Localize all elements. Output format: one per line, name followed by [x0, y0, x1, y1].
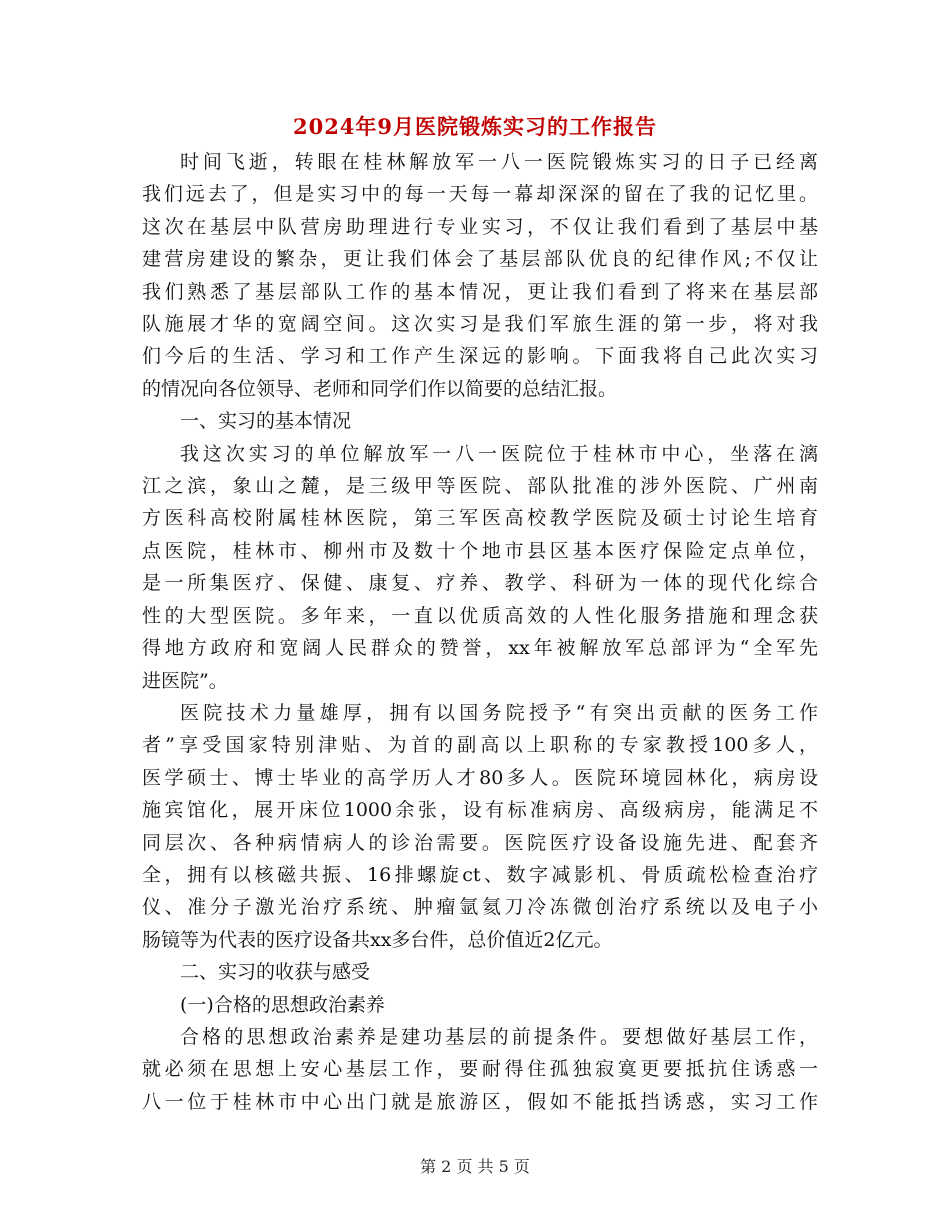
text-line: 二、实习的收获与感受 [180, 961, 371, 984]
text-line: 我们远去了，但是实习中的每一天每一幕却深深的留在了我的记忆里。 [142, 183, 818, 206]
text-line: 得地方政府和宽阔人民群众的赞誉，xx年被解放军总部评为“全军先 [142, 637, 818, 660]
text-line: 者”享受国家特别津贴、为首的副高以上职称的专家教授100多人， [142, 734, 818, 757]
text-line: (一)合格的思想政治素养 [180, 993, 385, 1016]
document-body [142, 146, 818, 1118]
text-line: 八一位于桂林市中心出门就是旅游区，假如不能抵挡诱惑，实习工作 [142, 1090, 818, 1113]
document-title: 2024年9月医院锻炼实习的工作报告 [292, 114, 658, 139]
text-line: 性的大型医院。多年来，一直以优质高效的人性化服务措施和理念获 [142, 604, 818, 627]
text-line: 这次在基层中队营房助理进行专业实习，不仅让我们看到了基层中基 [142, 215, 818, 238]
text-line: 建营房建设的繁杂，更让我们体会了基层部队优良的纪律作风;不仅让 [142, 248, 818, 271]
text-line: 就必须在思想上安心基层工作，要耐得住孤独寂寞更要抵抗住诱惑一 [142, 1058, 818, 1081]
text-line: 时间飞逝，转眼在桂林解放军一八一医院锻炼实习的日子已经离 [180, 151, 818, 173]
text-line: 合格的思想政治素养是建功基层的前提条件。要想做好基层工作， [180, 1025, 818, 1048]
text-line: 江之滨，象山之麓，是三级甲等医院、部队批准的涉外医院、广州南 [142, 475, 818, 498]
page-footer: 第 2 页 共 5 页 [420, 1157, 530, 1176]
text-line: 全，拥有以核磁共振、16排螺旋ct、数字减影机、骨质疏松检查治疗 [142, 863, 818, 886]
text-line: 是一所集医疗、保健、康复、疗养、教学、科研为一体的现代化综合 [142, 572, 818, 595]
text-line: 们今后的生活、学习和工作产生深远的影响。下面我将自己此次实习 [142, 345, 818, 368]
text-line: 方医科高校附属桂林医院，第三军医高校教学医院及硕士讨论生培育 [142, 507, 818, 530]
text-line: 同层次、各种病情病人的诊治需要。医院医疗设备设施先进、配套齐 [142, 831, 818, 854]
text-line: 我们熟悉了基层部队工作的基本情况，更让我们看到了将来在基层部 [142, 280, 818, 303]
text-line: 医院技术力量雄厚，拥有以国务院授予“有突出贡献的医务工作 [180, 701, 818, 724]
text-line: 的情况向各位领导、老师和同学们作以简要的总结汇报。 [142, 377, 618, 400]
text-line: 肠镜等为代表的医疗设备共xx多台件，总价值近2亿元。 [142, 928, 613, 951]
text-line: 一、实习的基本情况 [180, 410, 352, 433]
text-line: 点医院，桂林市、柳州市及数十个地市县区基本医疗保险定点单位， [142, 539, 818, 562]
text-line: 医学硕士、博士毕业的高学历人才80多人。医院环境园林化，病房设 [142, 766, 818, 789]
text-line: 队施展才华的宽阔空间。这次实习是我们军旅生涯的第一步，将对我 [142, 313, 818, 336]
text-line: 我这次实习的单位解放军一八一医院位于桂林市中心，坐落在漓 [180, 442, 818, 465]
text-line: 仪、准分子激光治疗系统、肿瘤氩氦刀冷冻微创治疗系统以及电子小 [142, 896, 818, 919]
text-line: 进医院”。 [142, 669, 228, 692]
text-line: 施宾馆化，展开床位1000余张，设有标准病房、高级病房，能满足不 [142, 799, 818, 822]
